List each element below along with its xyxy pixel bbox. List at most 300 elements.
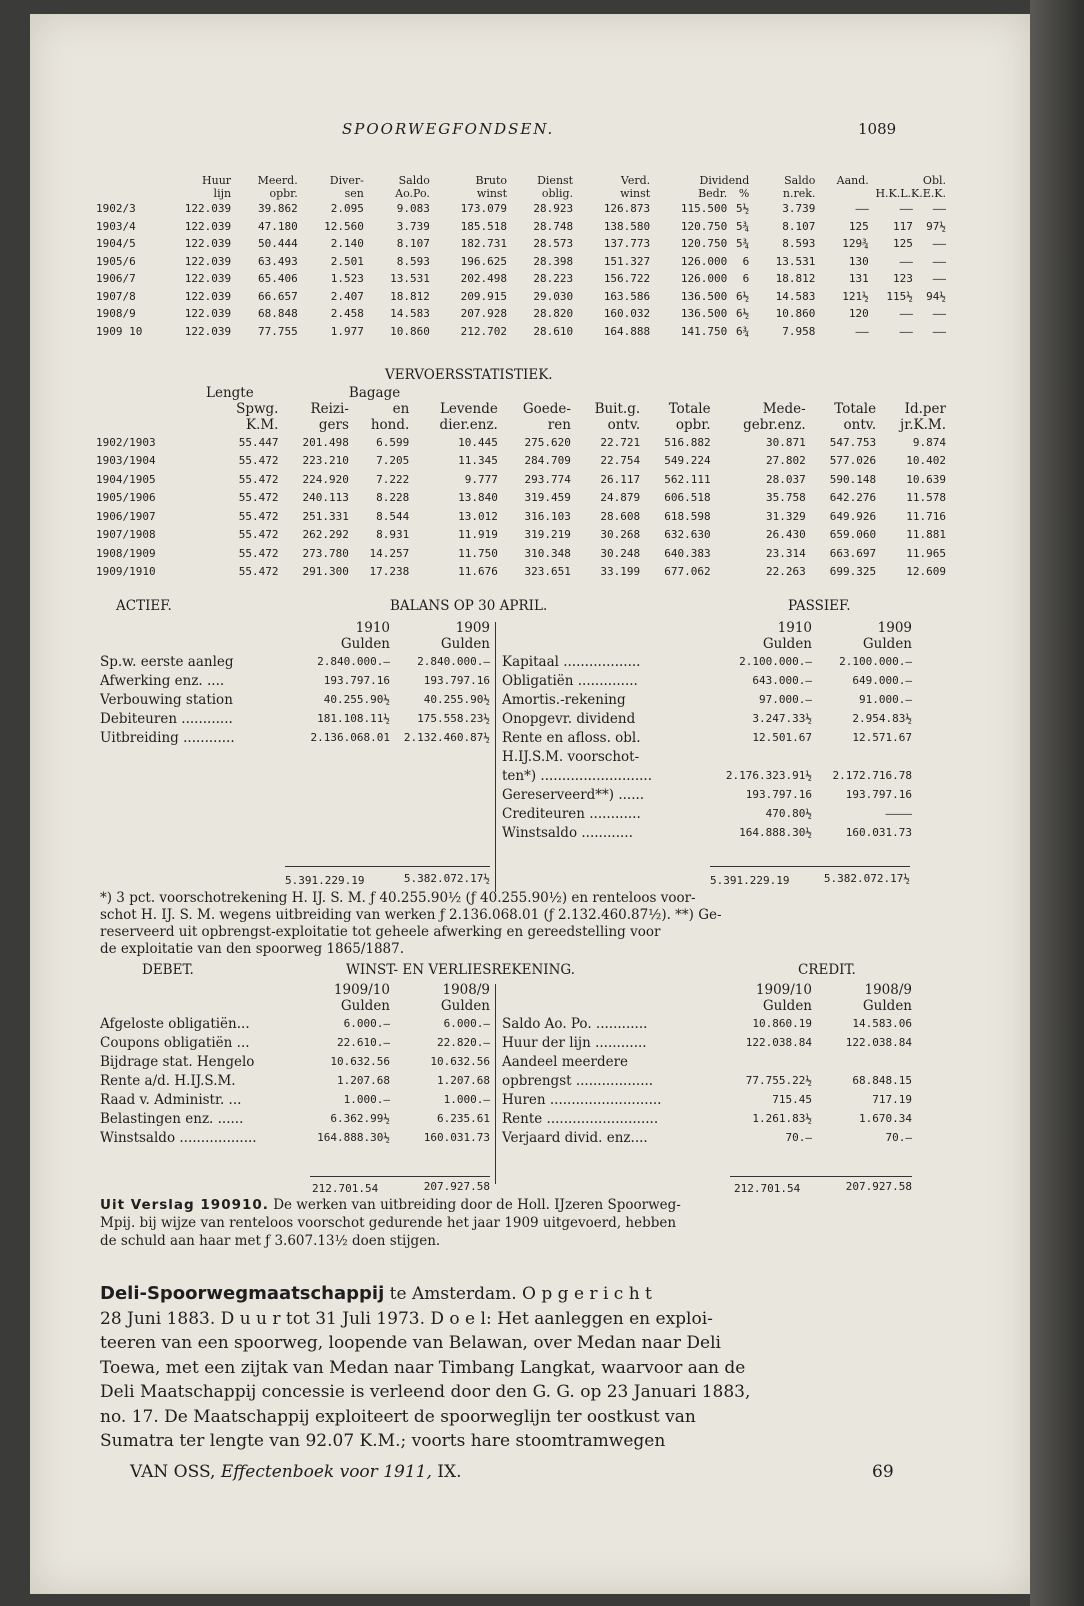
t1-cell: 126.873 — [603, 202, 651, 216]
win-right-v2: 68.848.15 — [852, 1074, 912, 1087]
t1-cell: 136.500 — [680, 307, 728, 321]
bal-left-v2: 2.840.000.— — [417, 655, 490, 668]
winst-left-totals — [312, 1180, 490, 1196]
t2-gap — [711, 385, 806, 401]
t1-header-row-1 — [96, 174, 946, 187]
t2-row — [96, 470, 946, 489]
t1-cell: 5¾ — [736, 237, 750, 251]
t1-cell: 8.107 — [782, 219, 816, 233]
t1-cell: 1902/3 — [96, 202, 136, 216]
win-right-v2 — [812, 1052, 912, 1071]
t2-head2-2: en — [392, 401, 410, 417]
bal-left-label: Afwerking enz. .... — [100, 672, 225, 689]
t2-cell: 618.598 — [664, 509, 711, 523]
win-right-label: Saldo Ao. Po. ............ — [502, 1015, 648, 1032]
t2-head1-1: Bagage — [348, 385, 401, 401]
t1-cell: —— — [899, 202, 913, 216]
vervoer-title: VERVOERSSTATISTIEK. — [385, 367, 553, 383]
t2-cell: 323.651 — [524, 565, 571, 579]
t1-head2-5: oblig. — [541, 187, 574, 200]
t2-cell: 1907/1908 — [96, 528, 156, 542]
t2-cell: 10.445 — [458, 435, 498, 449]
t2-cell: 516.882 — [664, 435, 711, 449]
balans-note-line-2: reserveerd uit opbrengst-exploitatie tot geheele afwerking en gereedstelling voor — [100, 924, 661, 940]
t1-row — [96, 305, 946, 323]
bal-left-row — [100, 671, 490, 690]
win-left-row — [100, 1071, 490, 1090]
t2-head3-6: opbr. — [675, 417, 711, 433]
balans-total-right-1910: 5.391.229.19 — [710, 874, 790, 887]
bal-right-label: H.IJ.S.M. voorschot- — [502, 748, 640, 765]
t1-head1-7: Dividend — [699, 174, 750, 187]
win-left-label: Bijdrage stat. Hengelo — [100, 1053, 255, 1070]
win-right-units — [502, 998, 912, 1014]
t1-cell: 6¾ — [736, 324, 750, 338]
win-left-v2: 22.820.— — [437, 1036, 490, 1049]
t2-head2 — [96, 401, 946, 417]
win-left-row — [100, 1090, 490, 1109]
win-right-label-blank — [502, 998, 712, 1014]
bal-right-v2: 12.571.67 — [852, 731, 912, 744]
win-right-v1: 122.038.84 — [745, 1036, 812, 1049]
verslag-paragraph — [100, 1196, 681, 1250]
bal-right-label: Amortis.-rekening — [502, 691, 626, 708]
win-left-label: Belastingen enz. ...... — [100, 1110, 244, 1127]
bal-right-v1: 2.176.323.91½ — [725, 769, 812, 782]
t1-cell: —— — [932, 324, 946, 338]
t1-cell: 6½ — [736, 307, 750, 321]
t2-row — [96, 507, 946, 526]
bal-left-label: Uitbreiding ............ — [100, 729, 235, 746]
win-left-v1: 164.888.30½ — [317, 1131, 390, 1144]
t2-cell: 1908/1909 — [96, 546, 156, 560]
t1-cell: 10.860 — [390, 324, 430, 338]
deli-line-3: Toewa, met een zijtak van Medan naar Timbang Langkat, waarvoor aan de — [100, 1357, 746, 1378]
verslag-line-2: Mpij. bij wijze van renteloos voorschot gedurende het jaar 1909 uitgevoerd, hebben — [100, 1215, 677, 1231]
t1-corner-2 — [96, 187, 154, 200]
t1-cell: 1905/6 — [96, 254, 136, 268]
t2-gap — [278, 385, 348, 401]
win-left-row — [100, 1109, 490, 1128]
bal-right-row — [502, 690, 912, 709]
win-right-row — [502, 1071, 912, 1090]
t1-cell: —— — [932, 272, 946, 286]
bal-right-v2: 193.797.16 — [845, 788, 912, 801]
balans-note-line-0: *) 3 pct. voorschotrekening H. IJ. S. M. ƒ 40.255.90½ (ƒ 40.255.90½) en renteloos voor- — [100, 890, 696, 906]
bal-right-v2: 91.000.— — [859, 693, 912, 706]
t2-cell: 632.630 — [664, 528, 711, 542]
t2-head3-4: ren — [547, 417, 571, 433]
win-right-unit-1: Gulden — [862, 998, 912, 1014]
t1-head1-2: Diver- — [329, 174, 364, 187]
bal-left-year-0: 1910 — [355, 620, 390, 636]
win-right-v2: 70.— — [885, 1131, 912, 1144]
t1-head1-4: Bruto — [475, 174, 507, 187]
t1-cell: 125 — [892, 237, 913, 251]
t1-cell: 117 — [892, 219, 913, 233]
t2-cell: 1902/1903 — [96, 435, 156, 449]
t1-cell: —— — [932, 254, 946, 268]
t2-head3-9: jr.K.M. — [900, 417, 946, 433]
bal-left-unit-1: Gulden — [440, 636, 490, 652]
bal-left-v1: 2.136.068.01 — [310, 731, 390, 744]
bal-right-unit-0: Gulden — [762, 636, 812, 652]
bal-right-v2: 2.954.83½ — [852, 712, 912, 725]
win-left-row — [100, 1033, 490, 1052]
t1-cell: 10.860 — [775, 307, 816, 321]
t2-cell: 677.062 — [664, 565, 711, 579]
balans-right-totals — [710, 872, 910, 888]
t1-cell: 121½ — [842, 289, 869, 303]
win-right-label: opbrengst .................. — [502, 1072, 654, 1089]
t1-cell: —— — [899, 254, 913, 268]
t1-cell: 7.958 — [782, 324, 816, 338]
t2-cell: 11.716 — [906, 509, 946, 523]
t1-cell: 185.518 — [460, 219, 507, 233]
t2-row — [96, 544, 946, 563]
bal-left-row — [100, 709, 490, 728]
t2-row — [96, 563, 946, 582]
win-right-year-1: 1908/9 — [864, 982, 912, 998]
bal-right-row — [502, 766, 912, 785]
winst-total-right-2: 207.927.58 — [845, 1180, 912, 1193]
footer-author: VAN OSS, — [130, 1462, 216, 1482]
win-right-v1: 77.755.22½ — [745, 1074, 812, 1087]
t2-cell: 262.292 — [302, 528, 349, 542]
winst-title: WINST- EN VERLIESREKENING. — [346, 962, 576, 978]
deli-paragraph — [100, 1282, 750, 1454]
t2-head2-3: Levende — [439, 401, 498, 417]
t2-cell: 1903/1904 — [96, 454, 156, 468]
bal-right-label: Obligatiën .............. — [502, 672, 638, 689]
win-right-v2: 122.038.84 — [845, 1036, 912, 1049]
t2-corner — [96, 401, 206, 417]
t1-cell: 1.977 — [330, 324, 364, 338]
bal-right-label: Onopgevr. dividend — [502, 710, 636, 727]
t2-cell: 310.348 — [524, 546, 571, 560]
t2-cell: 223.210 — [302, 454, 349, 468]
debet-title: DEBET. — [142, 962, 194, 978]
bal-right-v1: 193.797.16 — [745, 788, 812, 801]
win-left-row — [100, 1014, 490, 1033]
t2-cell: 13.840 — [458, 491, 498, 505]
footer-page: 69 — [872, 1462, 894, 1482]
t2-cell: 293.774 — [524, 472, 571, 486]
bal-left-label: Verbouwing station — [100, 691, 233, 708]
t1-cell: 202.498 — [460, 272, 507, 286]
t2-head1-0: Lengte — [206, 385, 254, 401]
t2-gap — [640, 385, 710, 401]
t2-cell: 11.676 — [458, 565, 498, 579]
t2-cell: 22.754 — [600, 454, 641, 468]
bal-right-v2: 2.172.716.78 — [832, 769, 912, 782]
t1-head1-10: Obl. — [922, 174, 946, 187]
win-right-row — [502, 1128, 912, 1147]
t2-cell: 1906/1907 — [96, 509, 156, 523]
win-right-label: Huren .......................... — [502, 1091, 662, 1108]
page — [30, 14, 1030, 1594]
t1-cell: 164.888 — [603, 324, 651, 338]
bal-right-v1: 470.80½ — [765, 807, 812, 820]
t1-cell: 28.610 — [533, 324, 574, 338]
t1-header-row-2 — [96, 187, 946, 200]
t2-cell: 11.965 — [906, 546, 946, 560]
t1-cell: 122.039 — [184, 307, 232, 321]
t2-cell: 224.920 — [302, 472, 349, 486]
win-left-v1: 10.632.56 — [330, 1055, 390, 1068]
t1-cell: 173.079 — [460, 202, 507, 216]
t2-cell: 23.314 — [765, 546, 806, 560]
win-left-unit-0: Gulden — [340, 998, 390, 1014]
t1-cell: —— — [932, 307, 946, 321]
verslag-line-1: De werken van uitbreiding door de Holl. IJzeren Spoorweg- — [268, 1197, 681, 1213]
t2-corner — [96, 385, 206, 401]
t1-head1-3: Saldo — [398, 174, 430, 187]
t2-head2-5: Buit.g. — [594, 401, 641, 417]
win-right-v1: 1.261.83½ — [752, 1112, 812, 1125]
t1-cell: 122.039 — [184, 272, 232, 286]
deli-line-2: teeren van een spoorweg, loopende van Belawan, over Medan naar Deli — [100, 1333, 721, 1353]
win-left-units — [100, 998, 490, 1014]
t1-cell: 18.812 — [390, 289, 430, 303]
bal-right-row — [502, 785, 912, 804]
win-left-v1: 1.000.— — [343, 1093, 390, 1106]
bal-right-v1: 12.501.67 — [752, 731, 812, 744]
bal-right-label: Kapitaal .................. — [502, 653, 641, 670]
t1-cell: 2.095 — [330, 202, 364, 216]
t1-cell: 115.500 — [680, 202, 728, 216]
bal-right-label: Winstsaldo ............ — [502, 824, 633, 841]
t2-cell: 642.276 — [829, 491, 877, 505]
t2-cell: 273.780 — [302, 546, 349, 560]
win-right-label: Verjaard divid. enz.... — [502, 1129, 648, 1146]
t1-head2-6: winst — [620, 187, 651, 200]
t1-cell: 6 — [742, 272, 750, 286]
verslag-heading: Uit Verslag 190910. — [100, 1197, 269, 1213]
footer-volume: IX. — [437, 1462, 462, 1482]
bal-left-row — [100, 728, 490, 747]
bal-left-v2: 40.255.90½ — [423, 693, 490, 706]
win-right-row — [502, 1014, 912, 1033]
t2-cell: 8.544 — [376, 509, 410, 523]
t2-cell: 1909/1910 — [96, 565, 156, 579]
t1-cell: 2.140 — [330, 237, 364, 251]
t2-cell: 8.228 — [376, 491, 410, 505]
t2-head2-0: Spwg. — [236, 401, 279, 417]
t1-cell: 13.531 — [390, 272, 430, 286]
t1-cell: 196.625 — [460, 254, 507, 268]
bal-right-years — [502, 620, 912, 636]
t1-cell: 126.000 — [680, 254, 728, 268]
t2-cell: 11.345 — [458, 454, 498, 468]
t1-row — [96, 288, 946, 306]
t1-cell: 1907/8 — [96, 289, 136, 303]
t2-cell: 606.518 — [664, 491, 711, 505]
t2-head2-9: Id.per — [904, 401, 946, 417]
t2-cell: 55.472 — [238, 565, 279, 579]
t2-gap — [498, 385, 571, 401]
t1-cell: 5½ — [736, 202, 750, 216]
t2-cell: 291.300 — [302, 565, 349, 579]
t2-cell: 9.777 — [464, 472, 498, 486]
t2-gap — [806, 385, 876, 401]
win-left-v2: 1.207.68 — [437, 1074, 490, 1087]
t2-cell: 1905/1906 — [96, 491, 156, 505]
t1-cell: 1904/5 — [96, 237, 136, 251]
t1-cell: 122.039 — [184, 202, 232, 216]
t1-cell: 131 — [848, 272, 869, 286]
t1-cell: 68.848 — [257, 307, 298, 321]
balans-left-totals — [285, 872, 490, 888]
t1-cell: 28.223 — [533, 272, 574, 286]
bal-left-row — [100, 652, 490, 671]
t2-cell: 640.383 — [664, 546, 711, 560]
t2-cell: 284.709 — [524, 454, 571, 468]
t1-row — [96, 323, 946, 341]
t1-cell: 160.032 — [603, 307, 651, 321]
t1-cell: 137.773 — [603, 237, 651, 251]
bal-right-v2: 2.100.000.— — [839, 655, 912, 668]
t1-cell: 28.820 — [533, 307, 574, 321]
t2-cell: 590.148 — [829, 472, 877, 486]
vervoer-table — [96, 385, 946, 581]
t1-row — [96, 200, 946, 218]
balans-actief-table — [100, 620, 490, 747]
win-left-v1: 6.362.99½ — [330, 1112, 390, 1125]
t2-cell: 30.871 — [765, 435, 806, 449]
t1-cell: 2.501 — [330, 254, 364, 268]
win-left-year-1: 1908/9 — [442, 982, 490, 998]
t1-cell: 207.928 — [460, 307, 507, 321]
actief-title: ACTIEF. — [116, 598, 172, 614]
t2-cell: 55.447 — [238, 435, 279, 449]
t1-cell: 9.083 — [396, 202, 430, 216]
balans-footnote — [100, 890, 912, 958]
t1-cell: 129¾ — [842, 237, 869, 251]
bal-right-row — [502, 804, 912, 823]
page-number: 1089 — [858, 120, 897, 138]
deli-line-5: no. 17. De Maatschappij exploiteert de spoorweglijn ter oostkust van — [100, 1406, 696, 1427]
t2-head3-8: ontv. — [843, 417, 877, 433]
t2-head3-0: K.M. — [245, 417, 279, 433]
bal-right-v1: 97.000.— — [759, 693, 812, 706]
balans-title: BALANS OP 30 APRIL. — [390, 598, 548, 614]
bal-right-label: ten*) .......................... — [502, 767, 652, 784]
win-right-row — [502, 1109, 912, 1128]
win-right-year-0: 1909/10 — [755, 982, 812, 998]
t1-cell: 120 — [848, 307, 869, 321]
deli-line-6: Sumatra ter lengte van 92.07 K.M.; voorts hare stoomtramwegen — [100, 1431, 666, 1451]
bal-left-label-blank — [100, 620, 290, 636]
t1-cell: 1906/7 — [96, 272, 136, 286]
t2-head2-1: Reizi- — [310, 401, 349, 417]
win-right-v2: 14.583.06 — [852, 1017, 912, 1030]
t2-cell: 26.117 — [600, 472, 641, 486]
t1-cell: 12.560 — [324, 219, 364, 233]
deli-line-0: te Amsterdam. O p g e r i c h t — [384, 1284, 652, 1304]
t2-cell: 11.881 — [906, 528, 946, 542]
winst-credit-table — [502, 982, 912, 1147]
t1-cell: 122.039 — [184, 254, 232, 268]
t2-head2-4: Goede- — [522, 401, 571, 417]
t1-cell: 122.039 — [184, 289, 232, 303]
t2-row — [96, 526, 946, 545]
t1-cell: —— — [855, 324, 869, 338]
win-left-label: Coupons obligatiën ... — [100, 1034, 250, 1051]
t1-cell: 182.731 — [460, 237, 507, 251]
win-left-row — [100, 1128, 490, 1147]
t1-cell: 2.407 — [330, 289, 364, 303]
bal-right-label-blank — [502, 620, 712, 636]
win-left-v2: 160.031.73 — [423, 1131, 490, 1144]
t1-head1-9: Aand. — [836, 174, 869, 187]
t2-cell: 10.639 — [906, 472, 946, 486]
t1-corner — [96, 174, 154, 187]
t1-cell: 50.444 — [257, 237, 298, 251]
t1-head2-7: Bedr. — [698, 187, 728, 200]
t1-cell: —— — [932, 237, 946, 251]
t1-cell: 123 — [892, 272, 913, 286]
win-left-label: Winstsaldo .................. — [100, 1129, 257, 1146]
bal-right-row — [502, 671, 912, 690]
winst-divider — [495, 984, 496, 1184]
bal-right-label: Gereserveerd**) ...... — [502, 786, 645, 803]
t2-cell: 7.222 — [376, 472, 410, 486]
t1-cell: 130 — [848, 254, 869, 268]
t1-row — [96, 253, 946, 271]
t1-cell: 163.586 — [603, 289, 651, 303]
win-left-v2: 10.632.56 — [430, 1055, 490, 1068]
t1-cell: 8.593 — [396, 254, 430, 268]
win-right-label: Rente .......................... — [502, 1110, 659, 1127]
bal-right-v2 — [812, 747, 912, 766]
t1-cell: 3.739 — [396, 219, 430, 233]
t1-cell: 14.583 — [775, 289, 816, 303]
passief-title: PASSIEF. — [788, 598, 851, 614]
footer — [130, 1462, 462, 1482]
t1-head1-1: Meerd. — [257, 174, 298, 187]
t2-cell: 30.248 — [600, 546, 641, 560]
t1-head1-5: Dienst — [537, 174, 574, 187]
footer-title: Effectenboek voor 1911, — [220, 1462, 432, 1482]
t1-cell: 212.702 — [460, 324, 507, 338]
t1-cell: 141.750 — [680, 324, 728, 338]
bal-right-v2: 160.031.73 — [845, 826, 912, 839]
dividend-table — [96, 174, 946, 340]
t1-cell: 97½ — [926, 219, 946, 233]
t2-cell: 562.111 — [664, 472, 711, 486]
t1-head1-8: Saldo — [784, 174, 816, 187]
bal-right-label: Rente en afloss. obl. — [502, 729, 641, 746]
running-header: SPOORWEGFONDSEN. — [342, 120, 555, 138]
win-right-label: Huur der lijn ............ — [502, 1034, 647, 1051]
balans-right-rule — [710, 866, 910, 867]
t2-cell: 12.609 — [906, 565, 946, 579]
t1-cell: 126.000 — [680, 272, 728, 286]
balans-total-left-1909: 5.382.072.17½ — [403, 872, 490, 885]
t2-cell: 55.472 — [238, 509, 279, 523]
t2-head2-6: Totale — [668, 401, 711, 417]
t1-row — [96, 270, 946, 288]
t2-cell: 24.879 — [600, 491, 641, 505]
t1-cell: 63.493 — [257, 254, 298, 268]
t1-cell: 209.915 — [460, 289, 507, 303]
win-left-v2: 6.000.— — [443, 1017, 490, 1030]
t1-cell: —— — [899, 324, 913, 338]
bal-right-unit-1: Gulden — [862, 636, 912, 652]
t2-cell: 31.329 — [765, 509, 806, 523]
winst-right-rule — [730, 1176, 912, 1177]
